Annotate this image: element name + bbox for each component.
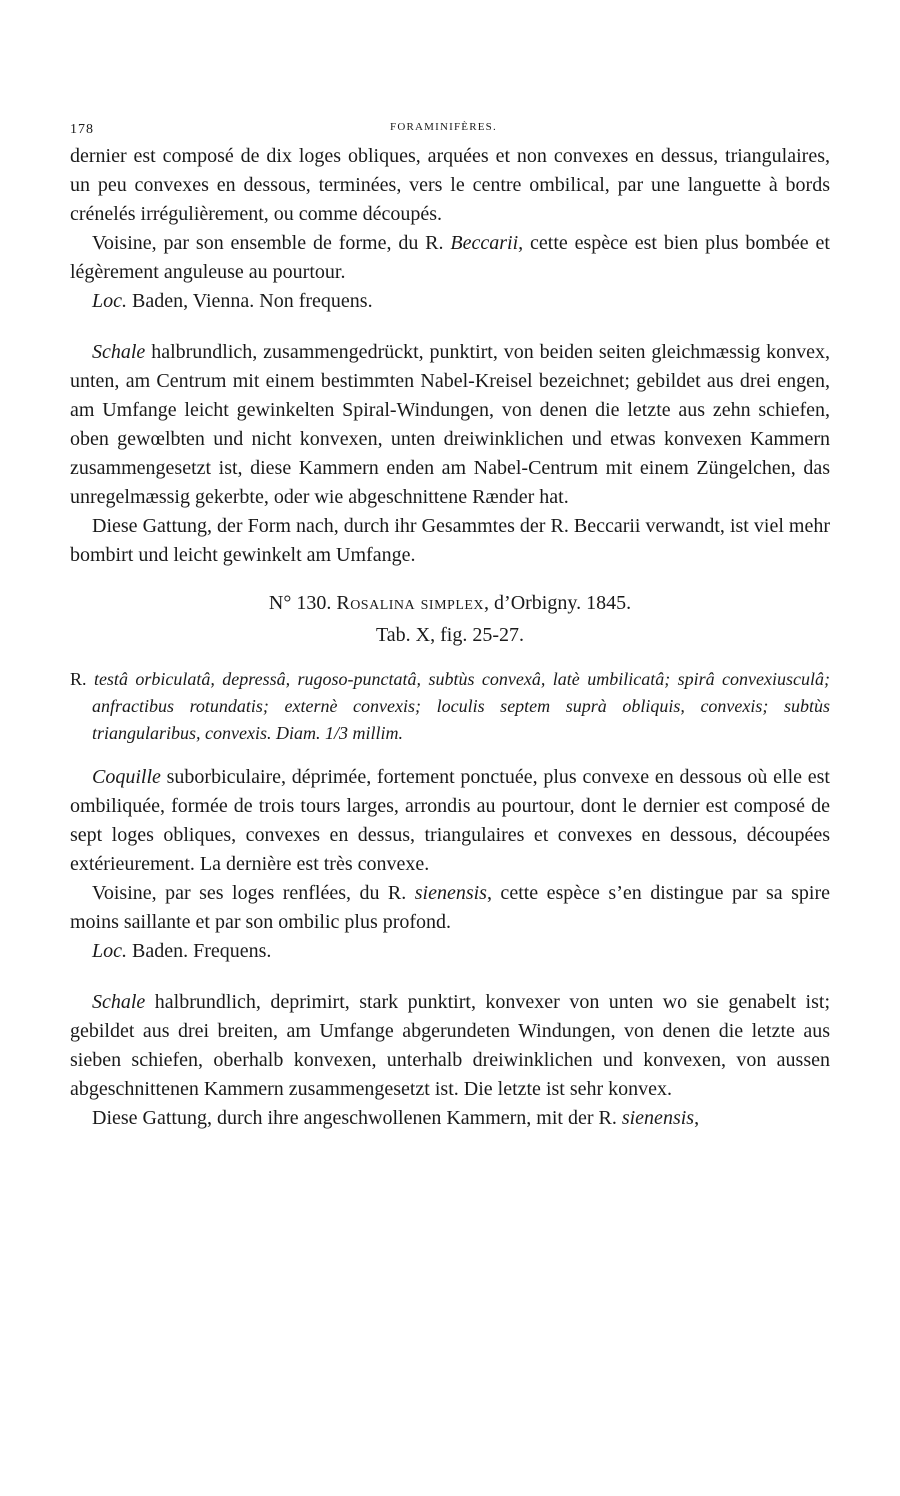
spacer [70,316,830,338]
locality-line: Loc. Baden, Vienna. Non frequens. [92,290,373,312]
species-number: N° 130. [268,592,332,614]
locality-line: Loc. Baden. Frequens. [92,940,272,962]
coquille-label: Coquille [92,766,161,788]
plate-reference: Tab. X, fig. 25-27. [375,624,525,646]
species-heading [70,586,830,620]
diameter-label: Diam. [271,723,321,743]
paragraph-german-comparison: Diese Gattung, der Form nach, durch ihr Gesammtes der R. Beccarii verwandt, ist viel mehr bombirt und leicht gewinkelt am Umfange. [70,515,830,566]
paragraph-voisine-beccarii: Voisine, par son ensemble de forme, du R. Beccarii, cette espèce est bien plus bombée et légèrement anguleuse au pourtour. [70,232,830,283]
species-author: , d’Orbigny. 1845. [484,592,632,614]
running-title: FORAMINIFÈRES. [390,121,497,133]
spacer [70,747,830,763]
locality-label: Loc. [92,290,127,312]
paragraph-german-last: Diese Gattung, durch ihre angeschwollenen Kammern, mit der R. sienensis, [92,1107,700,1129]
paragraph-german-schale: Schale halbrundlich, deprimirt, stark punktirt, konvexer von unten wo sie genabelt ist; gebildet aus drei breiten, am Umfange abgerundeten Windungen, von denen die letzte aus sieben schiefen, oberhalb konvexen, unterhalb dreiwinklichen und konvexen, von aussen abgeschnittenen Kammern zusammengesetzt ist. Die letzte ist sehr konvex. [70,991,830,1100]
paragraph-german-description: Schale halbrundlich, zusammengedrückt, punktirt, von beiden seiten gleichmæssig konvex, unten, am Centrum mit einem bestimmten Nabel-Kreisel bezeichnet; gebildet aus drei engen, am Umfange leicht gewinkelten Spiral-Windungen, von denen die letzte aus zehn schiefen, oben gewœlbten und nicht konvexen, unten dreiwinklichen und etwas konvexen Kammern zusammengesetzt ist, diese Kammern enden am Nabel-Centrum mit einem Züngelchen, das unregelmæssig gekerbte, oder wie abgeschnittene Rænder hat. [70,341,830,508]
diameter-value: 1/3 millim. [320,723,403,743]
genus-abbrev: R. [70,669,87,689]
document-page [70,118,830,1133]
paragraph-coquille: Coquille suborbiculaire, déprimée, fortement ponctuée, plus convexe en dessous où elle est ombiliquée, formée de trois tours larges, arrondis au pourtour, dont le dernier est composé de sept loges obliques, convexes en dessus, triangulaires et convexes en dessous, découpées extérieurement. La dernière est très convexe. [70,766,830,875]
running-head [70,118,830,142]
paragraph-continuation: dernier est composé de dix loges obliques, arquées et non convexes en dessus, triangulaires, un peu convexes en dessous, terminées, vers le centre ombilical, par une languette à bords crénelés irrégulièrement, ou comme découpés. [70,145,830,225]
latin-diagnosis: R. testâ orbiculatâ, depressâ, rugoso-punctatâ, subtùs convexâ, latè umbilicatâ; spirâ convexiusculâ; anfractibus rotundatis; externè convexis; loculis septem suprà obliquis, convexis; subtùs triangularibus, convexis. Diam. 1/3 millim. [70,669,830,743]
species-reference: Beccarii, [450,232,524,254]
species-reference: sienensis [414,882,487,904]
species-reference: sienensis [621,1107,695,1129]
schale-label: Schale [92,991,146,1013]
paragraph-voisine-sienensis: Voisine, par ses loges renflées, du R. sienensis, cette espèce s’en distingue par sa spire moins saillante et par son ombilic plus profond. [70,882,831,933]
spacer [70,650,830,666]
schale-label: Schale [92,341,146,363]
spacer [70,966,830,988]
locality-label: Loc. [92,940,127,962]
species-name: Rosalina simplex [336,592,485,614]
page-number: 178 [70,122,94,137]
spacer [70,570,830,586]
